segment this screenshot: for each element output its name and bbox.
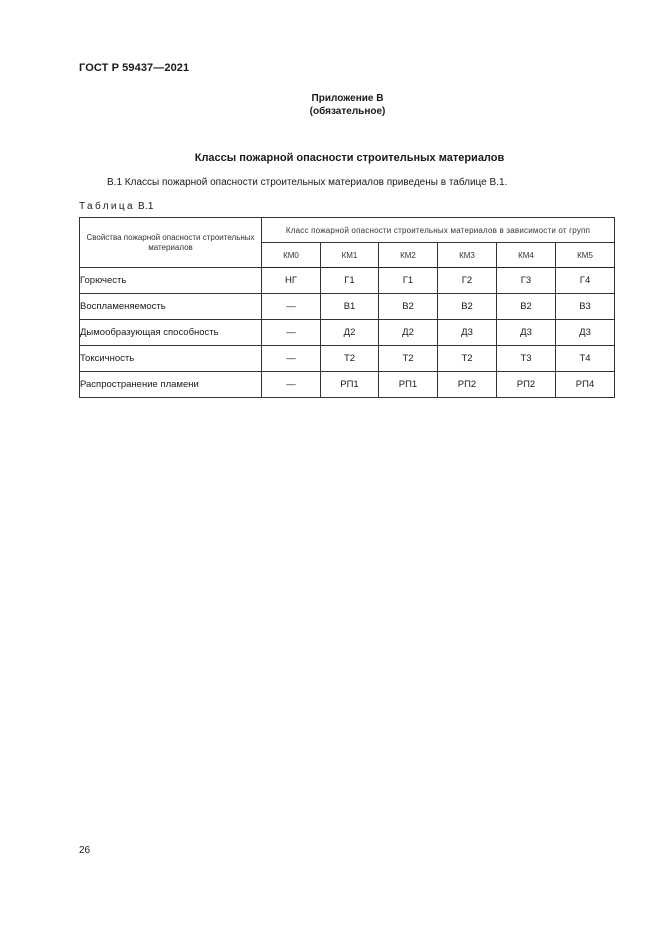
section-heading-block bbox=[0, 152, 661, 164]
table-caption bbox=[79, 201, 154, 212]
table-cell: — bbox=[262, 346, 321, 372]
table-row bbox=[80, 294, 615, 320]
table-row bbox=[80, 268, 615, 294]
annex-title-block bbox=[0, 92, 661, 118]
table-cell: Г3 bbox=[497, 268, 556, 294]
group-header-км4: КМ4 bbox=[497, 243, 556, 268]
group-header-км2: КМ2 bbox=[379, 243, 438, 268]
row-property-name: Распространение пламени bbox=[80, 372, 262, 398]
table-cell: — bbox=[262, 294, 321, 320]
group-header-км1: КМ1 bbox=[321, 243, 379, 268]
annex-status: (обязательное) bbox=[309, 106, 386, 117]
table-cell: Г2 bbox=[438, 268, 497, 294]
row-property-name: Дымообразующая способность bbox=[80, 320, 262, 346]
table-cell: В2 bbox=[497, 294, 556, 320]
table-cell: РП1 bbox=[379, 372, 438, 398]
table-cell: В2 bbox=[379, 294, 438, 320]
table-cell: В3 bbox=[556, 294, 615, 320]
section-heading: Классы пожарной опасности строительных материалов bbox=[194, 152, 505, 164]
table-cell: Т2 bbox=[321, 346, 379, 372]
table-row bbox=[80, 372, 615, 398]
table-cell: Г4 bbox=[556, 268, 615, 294]
standard-designation: ГОСТ Р 59437—2021 bbox=[79, 62, 190, 74]
table-cell: В2 bbox=[438, 294, 497, 320]
table-cell: Г1 bbox=[379, 268, 438, 294]
table-cell: Т3 bbox=[497, 346, 556, 372]
table-cell: РП2 bbox=[438, 372, 497, 398]
table-cell: — bbox=[262, 372, 321, 398]
table-cell: Д3 bbox=[556, 320, 615, 346]
table-cell: Т2 bbox=[379, 346, 438, 372]
row-property-name: Воспламеняемость bbox=[80, 294, 262, 320]
table-cell: РП1 bbox=[321, 372, 379, 398]
table-cell: Д2 bbox=[379, 320, 438, 346]
group-header-км5: КМ5 bbox=[556, 243, 615, 268]
property-column-header: Свойства пожарной опасности строительных материалов bbox=[80, 218, 262, 268]
table-cell: В1 bbox=[321, 294, 379, 320]
group-header-км3: КМ3 bbox=[438, 243, 497, 268]
table-row bbox=[80, 346, 615, 372]
table-cell: РП2 bbox=[497, 372, 556, 398]
table-cell: — bbox=[262, 320, 321, 346]
page-number: 26 bbox=[79, 845, 91, 856]
table-row bbox=[80, 320, 615, 346]
group-column-header: Класс пожарной опасности строительных материалов в зависимости от групп bbox=[262, 218, 615, 243]
table-caption-number: В.1 bbox=[138, 201, 154, 212]
intro-paragraph: В.1 Классы пожарной опасности строительных материалов приведены в таблице В.1. bbox=[107, 177, 508, 188]
table-cell: Д3 bbox=[497, 320, 556, 346]
fire-hazard-table bbox=[79, 217, 615, 398]
table-body bbox=[80, 268, 615, 398]
row-property-name: Горючесть bbox=[80, 268, 262, 294]
row-property-name: Токсичность bbox=[80, 346, 262, 372]
table-cell: НГ bbox=[262, 268, 321, 294]
table-cell: РП4 bbox=[556, 372, 615, 398]
table-cell: Г1 bbox=[321, 268, 379, 294]
table-cell: Т2 bbox=[438, 346, 497, 372]
table-caption-word: Таблица bbox=[79, 201, 136, 212]
table-cell: Д2 bbox=[321, 320, 379, 346]
annex-title: Приложение В bbox=[311, 93, 384, 104]
group-header-км0: КМ0 bbox=[262, 243, 321, 268]
table-cell: Т4 bbox=[556, 346, 615, 372]
table-cell: Д3 bbox=[438, 320, 497, 346]
